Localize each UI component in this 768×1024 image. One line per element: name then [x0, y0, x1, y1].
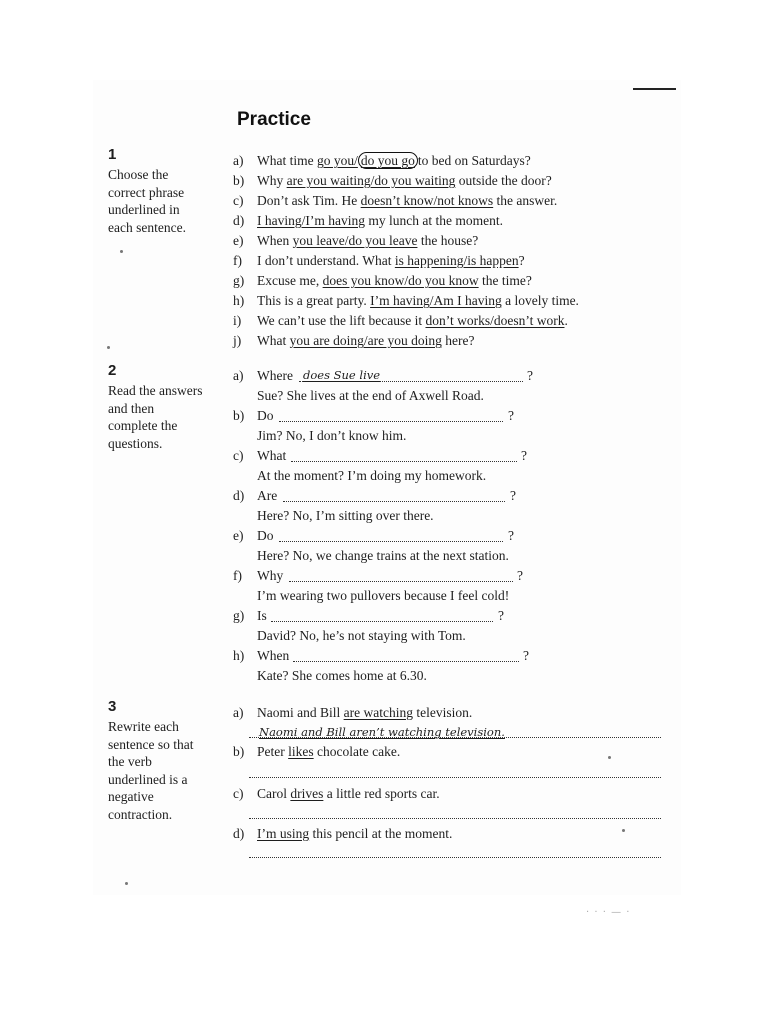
underlined-phrase[interactable]: don’t works/doesn’t work [425, 313, 565, 328]
underlined-phrase[interactable]: does you know/do you know [322, 273, 479, 288]
question-mark: ? [510, 488, 516, 503]
section-number: 3 [108, 698, 117, 715]
item-label: e) [233, 233, 244, 248]
scan-speck [608, 756, 611, 759]
given-answer: David? No, he’s not staying with Tom. [257, 628, 466, 643]
question-start: Do [257, 408, 274, 423]
item-sentence: When you leave/do you leave the house? [257, 233, 479, 248]
scan-speck [622, 829, 625, 832]
item-label: f) [233, 253, 242, 268]
item-sentence: Naomi and Bill are watching television. [257, 705, 473, 720]
scan-smudge: · · · — · [586, 907, 631, 918]
item-label: b) [233, 173, 245, 188]
scan-speck [125, 882, 128, 885]
section-number: 1 [108, 146, 117, 163]
underlined-phrase[interactable]: are you waiting/do you waiting [286, 173, 456, 188]
underlined-phrase[interactable]: I’m having/Am I having [370, 293, 502, 308]
section-1-sidebar [108, 146, 208, 236]
item-label: d) [233, 488, 245, 503]
answer-blank[interactable] [291, 448, 517, 462]
given-answer: At the moment? I’m doing my homework. [257, 468, 487, 483]
item-sentence: Excuse me, does you know/do you know the time? [257, 273, 532, 288]
item-label: f) [233, 568, 242, 583]
section-2-sidebar [108, 362, 208, 452]
underlined-phrase[interactable]: go you/ [316, 153, 358, 168]
underlined-phrase[interactable]: I having/I’m having [257, 213, 365, 228]
answer-blank[interactable] [279, 528, 503, 542]
question-start: Where [257, 368, 293, 383]
scan-speck [107, 346, 110, 349]
item-label: e) [233, 528, 244, 543]
scan-speck [120, 250, 123, 253]
item-label: h) [233, 648, 245, 663]
item-label: c) [233, 448, 244, 463]
underlined-phrase[interactable]: you are doing/are you doing [289, 333, 442, 348]
item-label: g) [233, 273, 245, 288]
question-start: Why [257, 568, 284, 583]
question-mark: ? [527, 368, 533, 383]
underlined-verb: likes [288, 744, 314, 759]
item-label: b) [233, 408, 245, 423]
given-answer: Kate? She comes home at 6.30. [257, 668, 427, 683]
answer-blank[interactable] [279, 408, 503, 422]
item-label: h) [233, 293, 245, 308]
question-start: Do [257, 528, 274, 543]
question-mark: ? [523, 648, 529, 663]
item-sentence: We can’t use the lift because it don’t works/doesn’t work. [257, 313, 568, 328]
underlined-phrase[interactable]: is happening/is happen [394, 253, 519, 268]
question-mark: ? [508, 528, 514, 543]
answer-blank[interactable] [293, 648, 519, 662]
section-instruction: Read the answers and then complete the questions. [108, 383, 203, 451]
handwritten-answer: does Sue live [303, 368, 381, 382]
item-sentence: Don’t ask Tim. He doesn’t know/not knows the answer. [257, 193, 558, 208]
rewrite-line-a[interactable] [249, 737, 661, 738]
question-start: When [257, 648, 290, 663]
answer-blank[interactable] [271, 608, 493, 622]
rewrite-line-b[interactable] [249, 777, 661, 778]
item-sentence: Why are you waiting/do you waiting outside the door? [257, 173, 552, 188]
answer-blank[interactable] [289, 568, 513, 582]
answer-blank[interactable] [283, 488, 505, 502]
question-mark: ? [521, 448, 527, 463]
question-mark: ? [498, 608, 504, 623]
circled-answer[interactable]: do you go [358, 152, 418, 169]
question-start: Are [257, 488, 278, 503]
item-sentence: This is a great party. I’m having/Am I having a lovely time. [257, 293, 579, 308]
item-label: d) [233, 826, 245, 841]
given-answer: I’m wearing two pullovers because I feel cold! [257, 588, 510, 603]
item-label: a) [233, 705, 244, 720]
item-label: g) [233, 608, 245, 623]
item-sentence: Carol drives a little red sports car. [257, 786, 440, 801]
item-label: a) [233, 368, 244, 383]
section-3-sidebar [108, 698, 208, 823]
item-label: a) [233, 153, 244, 168]
underlined-verb: are watching [343, 705, 413, 720]
item-label: b) [233, 744, 245, 759]
question-mark: ? [517, 568, 523, 583]
item-label: d) [233, 213, 245, 228]
given-answer: Here? No, I’m sitting over there. [257, 508, 434, 523]
section-instruction: Choose the correct phrase underlined in each sentence. [108, 167, 186, 235]
item-label: i) [233, 313, 242, 328]
underlined-phrase[interactable]: doesn’t know/not knows [360, 193, 494, 208]
section-number: 2 [108, 362, 117, 379]
item-sentence: I don’t understand. What is happening/is happen? [257, 253, 525, 268]
rewrite-line-c[interactable] [249, 818, 661, 819]
item-sentence: What time go you/ do you go to bed on Saturdays? [257, 153, 531, 168]
section-instruction: Rewrite each sentence so that the verb underlined is a negative contraction. [108, 719, 194, 822]
question-start: Is [257, 608, 267, 623]
item-label: c) [233, 786, 244, 801]
underlined-phrase[interactable]: you leave/do you leave [292, 233, 418, 248]
given-answer: Sue? She lives at the end of Axwell Road. [257, 388, 484, 403]
question-start: What [257, 448, 287, 463]
item-sentence: I’m using this pencil at the moment. [257, 826, 453, 841]
rewrite-line-d[interactable] [249, 857, 661, 858]
given-answer: Here? No, we change trains at the next station. [257, 548, 509, 563]
underlined-verb: drives [290, 786, 324, 801]
item-sentence: I having/I’m having my lunch at the moment. [257, 213, 503, 228]
corner-pen-mark [633, 88, 676, 90]
question-mark: ? [508, 408, 514, 423]
item-label: j) [233, 333, 242, 348]
given-answer: Jim? No, I don’t know him. [257, 428, 407, 443]
item-label: c) [233, 193, 244, 208]
handwritten-answer: Naomi and Bill aren’t watching television. [259, 725, 505, 739]
item-sentence: What you are doing/are you doing here? [257, 333, 475, 348]
page-title: Practice [237, 109, 311, 130]
item-sentence: Peter likes chocolate cake. [257, 744, 401, 759]
underlined-verb: I’m using [257, 826, 310, 841]
